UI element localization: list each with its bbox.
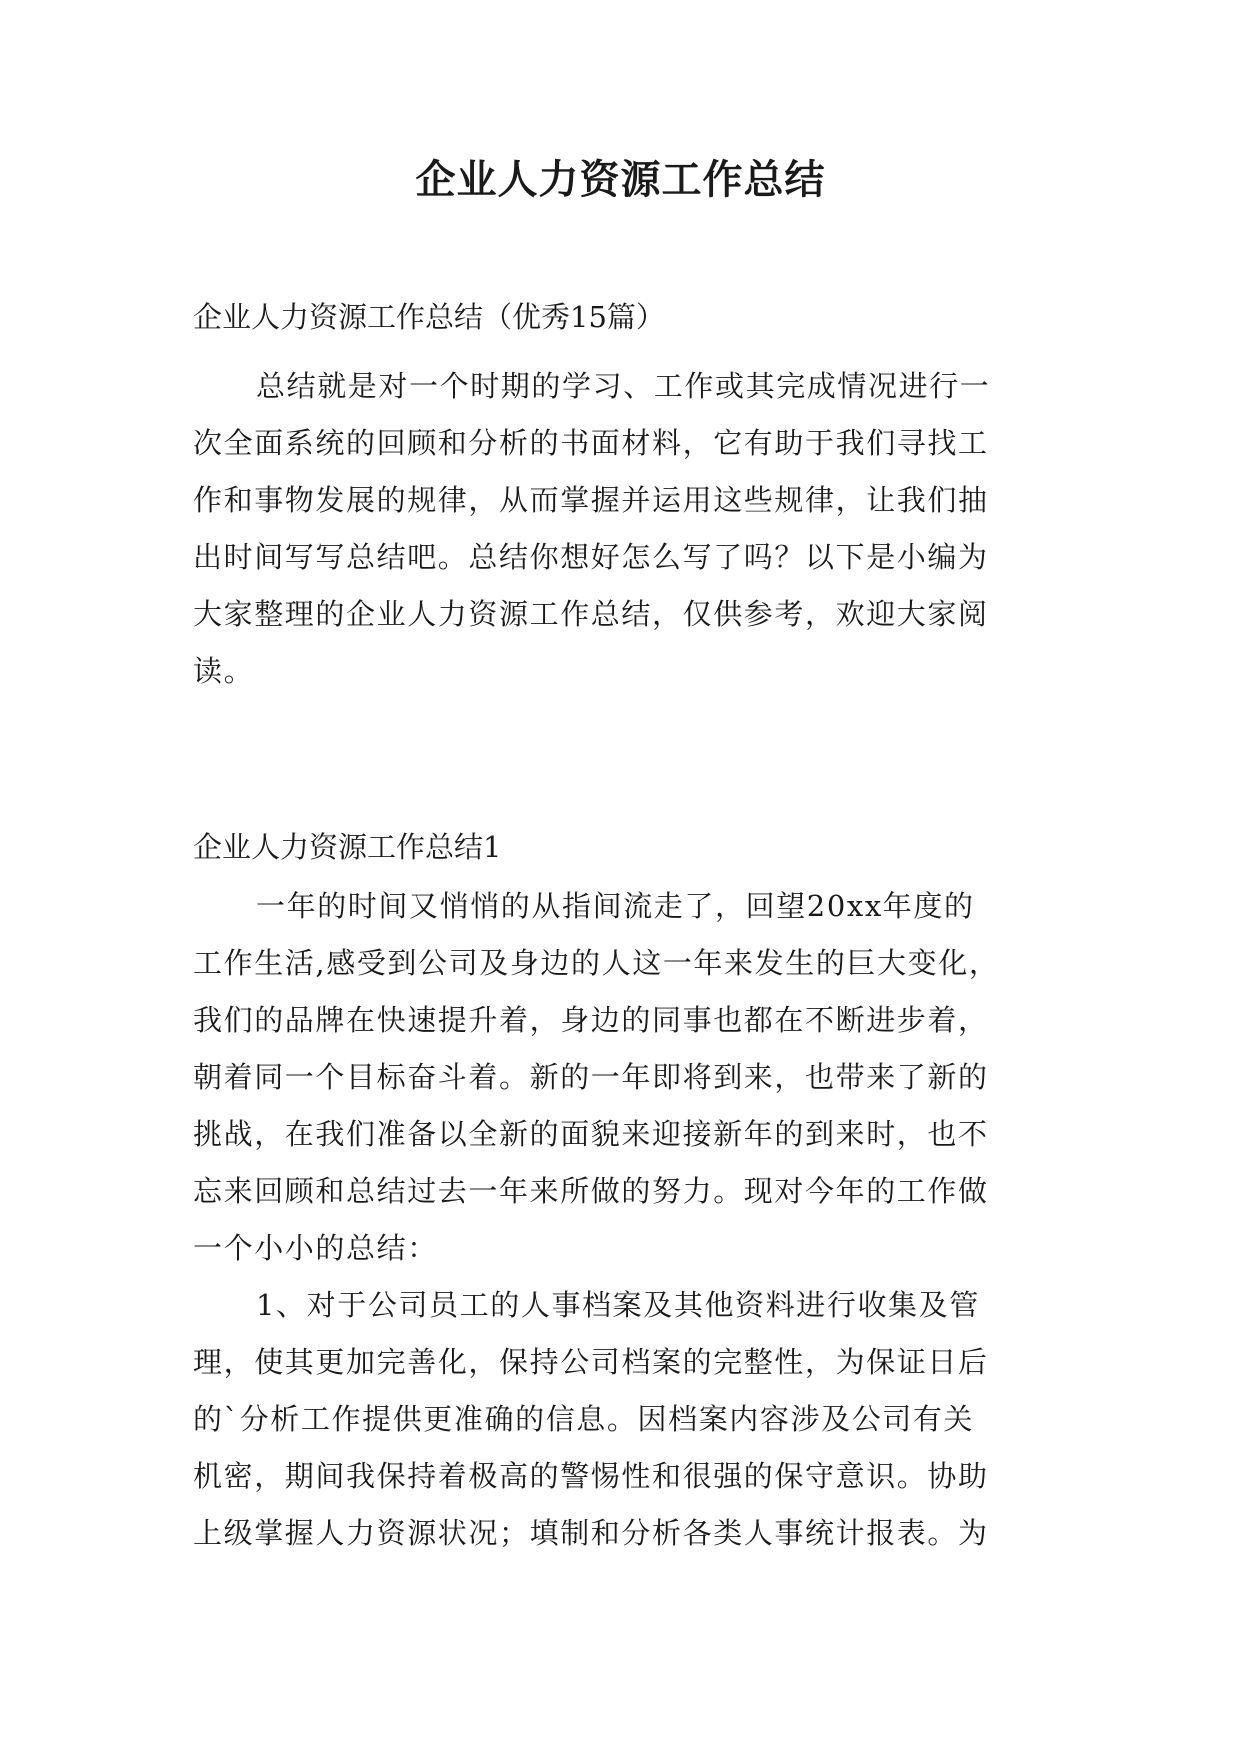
paragraph-line: 工作生活,感受到公司及身边的人这一年来发生的巨大变化，	[193, 946, 1000, 980]
intro-line: 总结就是对一个时期的学习、工作或其完成情况进行一	[256, 369, 991, 403]
section-paragraph-1	[193, 878, 1073, 1277]
paragraph-line: 忘来回顾和总结过去一年来所做的努力。现对今年的工作做	[193, 1174, 989, 1208]
intro-line: 读。	[193, 654, 255, 688]
paragraph-line: 机密，期间我保持着极高的警惕性和很强的保守意识。协助	[193, 1459, 989, 1493]
paragraph-line: 一年的时间又悄悄的从指间流走了，回望20xx年度的	[256, 889, 975, 923]
paragraph-line: 挑战，在我们准备以全新的面貌来迎接新年的到来时，也不	[193, 1117, 989, 1151]
document-subtitle: 企业人力资源工作总结（优秀15篇）	[193, 300, 665, 334]
paragraph-line: 上级掌握人力资源状况；填制和分析各类人事统计报表。为	[193, 1516, 989, 1550]
paragraph-line: 朝着同一个目标奋斗着。新的一年即将到来，也带来了新的	[193, 1060, 989, 1094]
section-paragraph-2	[193, 1277, 1073, 1562]
intro-line: 出时间写写总结吧。总结你想好怎么写了吗？以下是小编为	[193, 540, 989, 574]
paragraph-line: 理，使其更加完善化，保持公司档案的完整性，为保证日后	[193, 1345, 989, 1379]
intro-line: 大家整理的企业人力资源工作总结，仅供参考，欢迎大家阅	[193, 597, 989, 631]
intro-line: 作和事物发展的规律，从而掌握并运用这些规律，让我们抽	[193, 483, 989, 517]
intro-paragraph	[193, 358, 1073, 700]
paragraph-line: 我们的品牌在快速提升着，身边的同事也都在不断进步着，	[193, 1003, 989, 1037]
paragraph-line: 一个小小的总结：	[193, 1231, 438, 1265]
paragraph-line: 1、对于公司员工的人事档案及其他资料进行收集及管	[256, 1288, 980, 1322]
paragraph-line: 的`分析工作提供更准确的信息。因档案内容涉及公司有关	[193, 1402, 975, 1436]
document-title: 企业人力资源工作总结	[415, 156, 826, 203]
section-heading: 企业人力资源工作总结1	[193, 830, 502, 864]
intro-line: 次全面系统的回顾和分析的书面材料，它有助于我们寻找工	[193, 426, 989, 460]
